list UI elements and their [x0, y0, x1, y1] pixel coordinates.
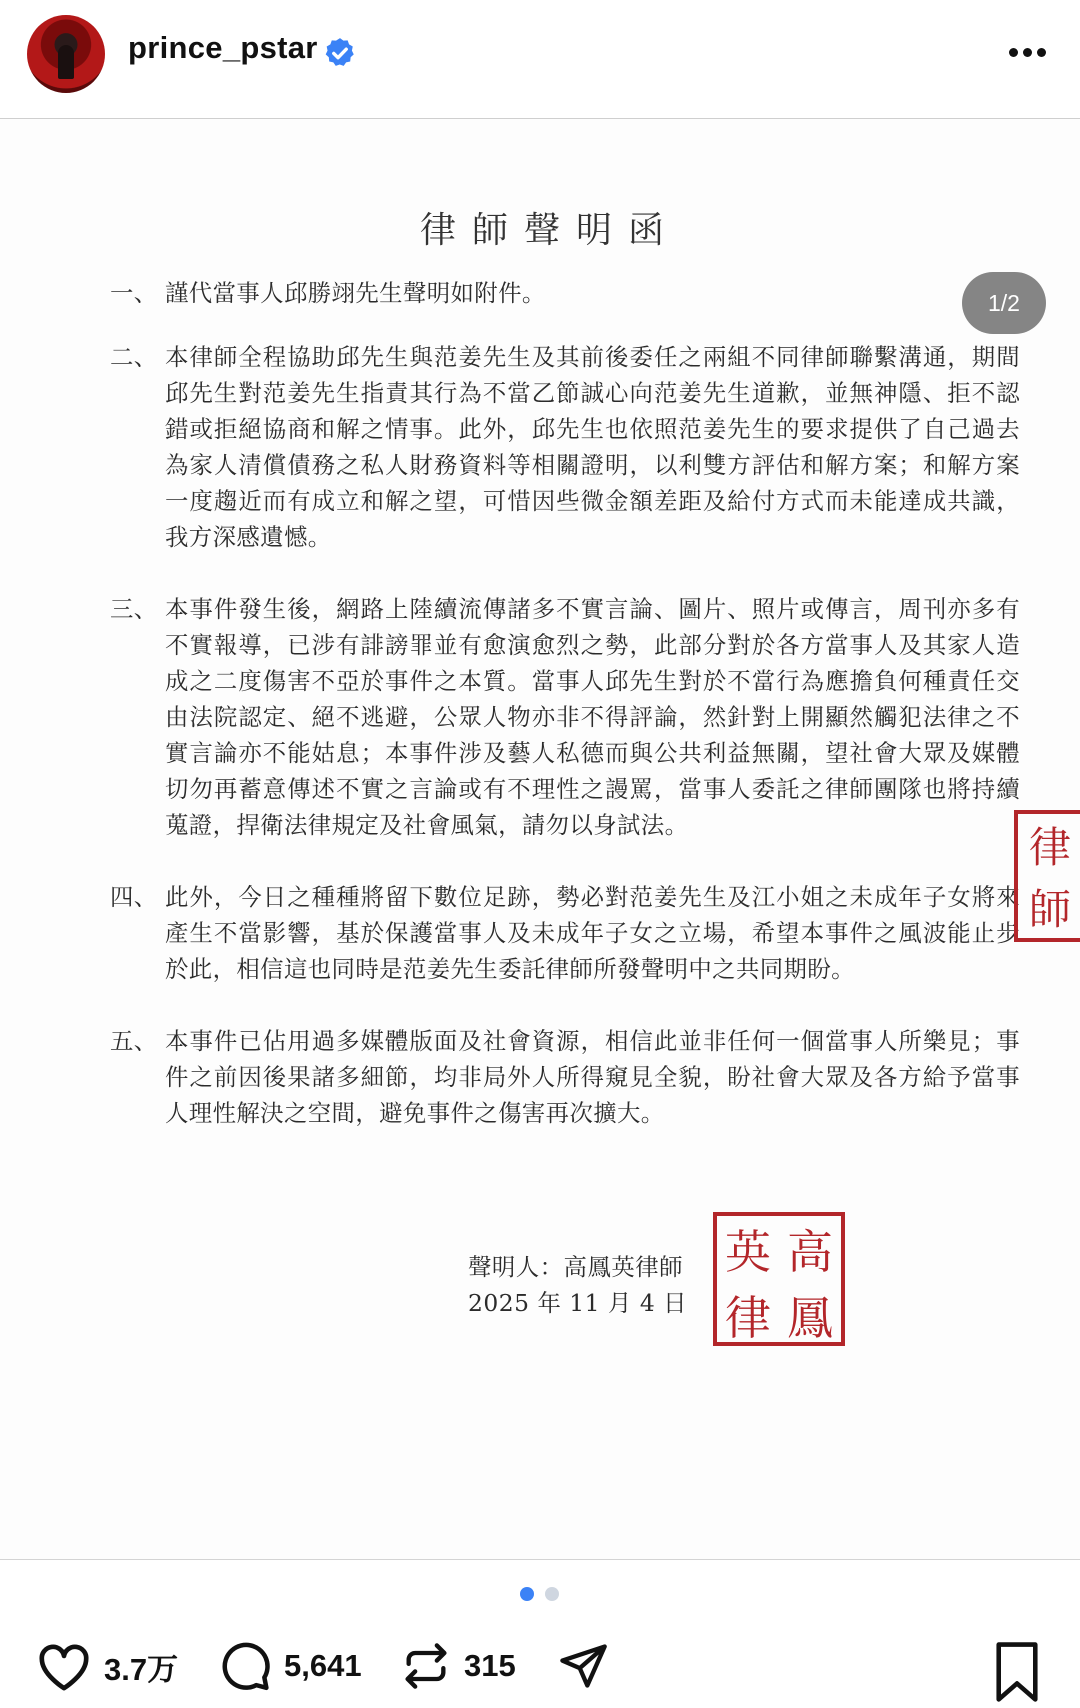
paragraph-text: 本事件已佔用過多媒體版面及社會資源，相信此並非任何一個當事人所樂見；事件之前因後果諸多細節，均非局外人所得窺見全貌，盼社會大眾及各方給予當事人理性解決之空間，避免事件之傷害再次擴大。 — [165, 1027, 1020, 1127]
seal-char: 英 — [725, 1225, 771, 1279]
username[interactable]: prince_pstar — [128, 30, 318, 65]
avatar[interactable] — [27, 15, 105, 93]
repost-button[interactable] — [400, 1638, 516, 1694]
comment-button[interactable] — [218, 1638, 362, 1694]
side-seal — [1014, 810, 1080, 942]
carousel-dot-active[interactable] — [520, 1587, 534, 1601]
more-options-button[interactable] — [1003, 36, 1053, 66]
share-button[interactable] — [557, 1638, 609, 1694]
post-header — [0, 0, 1080, 118]
like-button[interactable] — [36, 1638, 178, 1694]
image-divider — [0, 1559, 1080, 1560]
bookmark-icon — [994, 1640, 1040, 1704]
action-bar — [0, 1620, 1080, 1708]
comment-count: 5,641 — [284, 1648, 362, 1683]
document-title: 律師聲明函 — [419, 210, 680, 251]
paragraph-text: 此外，今日之種種將留下數位足跡，勢必對范姜先生及江小姐之未成年子女將來產生不當影響，基於保護當事人及未成年子女之立場，希望本事件之風波能止步於此，相信這也同時是范姜先生委託律師所發聲明中之共同期盼。 — [165, 883, 1020, 983]
paragraph-number: 五、 — [110, 1027, 158, 1055]
lawyer-seal — [713, 1212, 845, 1346]
paragraph-number: 二、 — [110, 343, 158, 371]
paragraph-3 — [110, 591, 1020, 843]
document-body — [110, 275, 1020, 1167]
page-indicator: 1/2 — [962, 272, 1046, 334]
paragraph-number: 三、 — [110, 595, 158, 623]
seal-char: 鳳 — [787, 1291, 833, 1345]
paragraph-5 — [110, 1023, 1020, 1131]
save-button[interactable] — [994, 1640, 1040, 1704]
send-icon — [557, 1640, 609, 1692]
signer: 聲明人：高鳳英律師 — [468, 1253, 684, 1281]
paragraph-number: 四、 — [110, 883, 158, 911]
comment-icon — [218, 1639, 272, 1693]
verified-badge-icon — [323, 36, 357, 70]
seal-char: 律 — [1028, 823, 1071, 872]
heart-icon — [36, 1640, 92, 1692]
document-date: 2025 年 11 月 4 日 — [468, 1289, 688, 1317]
seal-char: 律 — [725, 1291, 771, 1345]
signature-block — [468, 1249, 687, 1321]
repost-count: 315 — [464, 1648, 516, 1683]
paragraph-1 — [110, 275, 1020, 311]
seal-char: 高 — [787, 1225, 833, 1279]
carousel-dot[interactable] — [545, 1587, 559, 1601]
seal-char: 師 — [1028, 885, 1071, 934]
paragraph-text: 本律師全程協助邱先生與范姜先生及其前後委任之兩組不同律師聯繫溝通，期間邱先生對范姜先生指責其行為不當乙節誠心向范姜先生道歉，並無神隱、拒不認錯或拒絕協商和解之情事。此外，邱先生也依照范姜先生的要求提供了自己過去為家人清償債務之私人財務資料等相關證明，以利雙方評估和解方案；和解方案一度趨近而有成立和解之望，可惜因些微金額差距及給付方式而未能達成共識，我方深感遺憾。 — [165, 343, 1020, 551]
paragraph-number: 一、 — [110, 279, 158, 307]
paragraph-4 — [110, 879, 1020, 987]
paragraph-2 — [110, 339, 1020, 555]
post-image-document[interactable] — [0, 119, 1080, 1559]
repost-icon — [400, 1639, 452, 1693]
like-count: 3.7万 — [104, 1651, 179, 1687]
paragraph-text: 本事件發生後，網路上陸續流傳諸多不實言論、圖片、照片或傳言，周刊亦多有不實報導，已涉有誹謗罪並有愈演愈烈之勢，此部分對於各方當事人及其家人造成之二度傷害不亞於事件之本質。當事人邱先生對於不當行為應擔負何種責任交由法院認定、絕不逃避，公眾人物亦非不得評論，然針對上開顯然觸犯法律之不實言論亦不能姑息；本事件涉及藝人私德而與公共利益無關，望社會大眾及媒體切勿再蓄意傳述不實之言論或有不理性之謾罵，當事人委託之律師團隊也將持續蒐證，捍衛法律規定及社會風氣，請勿以身試法。 — [165, 595, 1020, 839]
paragraph-text: 謹代當事人邱勝翊先生聲明如附件。 — [165, 279, 546, 307]
